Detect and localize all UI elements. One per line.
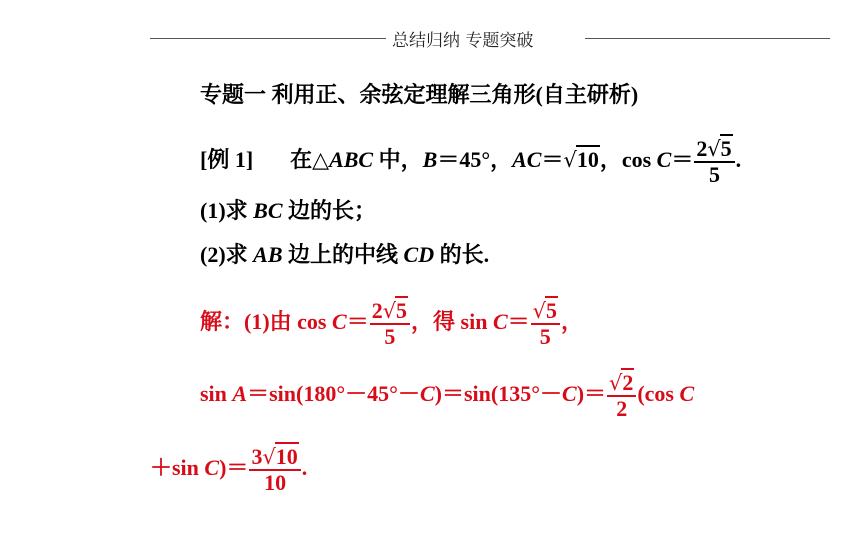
triangle-name: ABC	[329, 147, 374, 173]
question-2: (2)求 AB 边上的中线 CD 的长.	[200, 242, 490, 267]
sqrt2-over-2-fraction: $\frac{√2}{2}$	[607, 372, 636, 420]
example-label: [例 1]	[200, 147, 254, 173]
question-1: (1)求 BC 边的长；	[200, 198, 377, 223]
period: .	[735, 147, 742, 173]
example-statement	[200, 138, 741, 186]
cos-c-fraction: $\frac{2√5}{5}$	[694, 138, 734, 186]
median-cd: CD	[403, 242, 435, 267]
cos-prefix: ，cos	[599, 147, 657, 173]
solution-line-1: 解：(1)由 cos C＝ $\frac{2√5}{5}$ ，得 sin C＝ $\frac{√5}{5}$ ，	[200, 298, 583, 349]
section-header	[0, 24, 861, 52]
header-rule-left	[150, 38, 386, 39]
equals-sign: ＝	[541, 147, 564, 173]
solution-label: 解：	[200, 309, 245, 335]
equals-sign-2: ＝	[671, 147, 694, 173]
header-title: 总结归纳 专题突破	[392, 31, 534, 51]
angle-b-value: ＝45°，	[437, 147, 513, 173]
sqrt-ten: √10	[563, 147, 599, 173]
side-ac: AC	[512, 147, 542, 173]
sin-a-fraction: $\frac{3√10}{10}$	[249, 446, 300, 494]
topic-title: 专题一 利用正、余弦定理解三角形(自主研析)	[200, 82, 639, 107]
solution-line-2: sin A＝sin(180°－45°－C)＝sin(135°－C)＝ $\frac{√2}{2}$ (cos C	[200, 370, 695, 421]
angle-b: B	[422, 147, 438, 173]
solution-line-3: ＋sin C)＝ $\frac{3√10}{10}$ .	[150, 444, 308, 495]
example-text-a: 在△	[290, 147, 330, 173]
side-bc: BC	[253, 198, 283, 223]
side-ab: AB	[253, 242, 283, 267]
angle-c: C	[656, 147, 672, 173]
header-rule-right	[585, 38, 830, 39]
example-text-b: 中，	[373, 147, 423, 173]
sin-c-fraction: $\frac{√5}{5}$	[531, 300, 560, 348]
cos-c-fraction-solution: $\frac{2√5}{5}$	[370, 300, 410, 348]
